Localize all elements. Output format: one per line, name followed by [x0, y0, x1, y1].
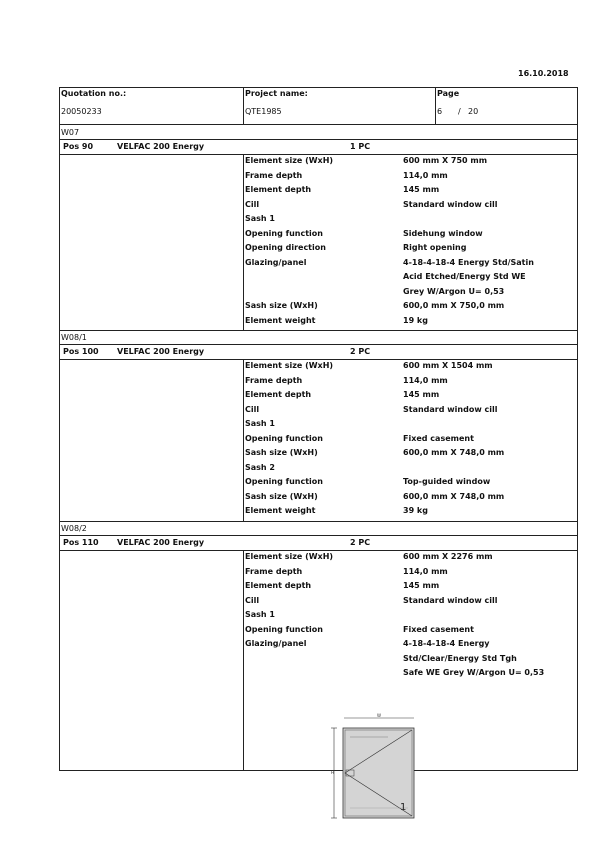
position-number: Pos 90: [63, 142, 94, 151]
quantity: 2 PC: [350, 538, 371, 547]
spec-label: Element depth: [245, 185, 312, 194]
section-divider: [59, 154, 578, 155]
spec-label: Frame depth: [245, 170, 303, 180]
quantity: 1 PC: [350, 142, 371, 151]
quantity: 2 PC: [350, 347, 371, 356]
position-number: Pos 100: [63, 347, 99, 356]
product-name: VELFAC 200 Energy: [117, 142, 205, 151]
section-divider: [59, 344, 578, 345]
spec-label: Cill: [245, 404, 260, 414]
spec-value: 145 mm: [403, 581, 440, 590]
page-separator: /: [458, 107, 461, 116]
spec-value: Standard window cill: [403, 595, 498, 605]
section-code: W07: [61, 128, 80, 137]
spec-value: Acid Etched/Energy Std WE: [403, 272, 526, 281]
spec-value: 114,0 mm: [403, 566, 448, 576]
spec-value: 114,0 mm: [403, 375, 448, 385]
product-name: VELFAC 200 Energy: [117, 538, 205, 547]
spec-label: Sash size (WxH): [245, 491, 318, 501]
spec-label: Element weight: [245, 506, 316, 515]
product-name: VELFAC 200 Energy: [117, 347, 205, 356]
spec-value: 600 mm X 1504 mm: [403, 361, 493, 370]
spec-value: 600 mm X 2276 mm: [403, 552, 493, 561]
section-divider: [59, 550, 578, 551]
section-code: W08/1: [61, 333, 87, 342]
spec-value: Sidehung window: [403, 228, 483, 238]
spec-value: 114,0 mm: [403, 170, 448, 180]
spec-value: 145 mm: [403, 390, 440, 399]
project-label: Project name:: [245, 89, 308, 98]
sash-number: 1: [400, 802, 407, 813]
spec-value: Fixed casement: [403, 433, 474, 443]
project-name: QTE1985: [245, 107, 282, 116]
section-column-divider: [243, 550, 244, 771]
spec-label: Sash size (WxH): [245, 301, 318, 310]
section-divider: [59, 139, 578, 140]
spec-label: Opening function: [245, 433, 323, 443]
spec-label: Opening direction: [245, 243, 326, 252]
spec-label: Sash 1: [245, 419, 275, 428]
spec-value: 600,0 mm X 750,0 mm: [403, 301, 505, 310]
spec-value: 600 mm X 750 mm: [403, 156, 488, 165]
spec-value: Standard window cill: [403, 199, 498, 209]
position-number: Pos 110: [63, 538, 99, 547]
spec-value: 600,0 mm X 748,0 mm: [403, 491, 505, 501]
page-label: Page: [437, 89, 460, 98]
spec-label: Element size (WxH): [245, 361, 334, 370]
spec-label: Sash 1: [245, 610, 275, 619]
header-bottom-divider: [59, 124, 578, 125]
spec-label: Glazing/panel: [245, 257, 307, 267]
spec-value: 145 mm: [403, 185, 440, 194]
spec-label: Opening function: [245, 228, 323, 238]
quotation-number: 20050233: [61, 107, 102, 116]
spec-label: Glazing/panel: [245, 639, 307, 648]
section-divider: [59, 521, 578, 522]
width-dimension-label: W: [377, 713, 381, 718]
section-column-divider: [243, 154, 244, 330]
spec-value: 19 kg: [403, 315, 428, 325]
spec-value: Safe WE Grey W/Argon U= 0,53: [403, 668, 545, 677]
height-dimension-label: H: [331, 770, 335, 775]
page-current: 6: [437, 107, 443, 116]
section-divider: [59, 535, 578, 536]
spec-value: 600,0 mm X 748,0 mm: [403, 448, 505, 457]
quotation-label: Quotation no.:: [61, 89, 127, 98]
spec-label: Sash size (WxH): [245, 448, 318, 457]
window-elevation-drawing: [328, 712, 418, 822]
section-divider: [59, 359, 578, 360]
spec-value: 39 kg: [403, 506, 428, 515]
spec-label: Element size (WxH): [245, 156, 334, 165]
spec-value: Right opening: [403, 243, 467, 252]
spec-label: Element depth: [245, 581, 312, 590]
page-total: 20: [468, 107, 479, 116]
spec-label: Opening function: [245, 624, 323, 634]
spec-label: Element depth: [245, 390, 312, 399]
spec-value: 4-18-4-18-4 Energy Std/Satin: [403, 257, 534, 267]
spec-label: Element weight: [245, 315, 316, 325]
spec-label: Cill: [245, 199, 260, 209]
spec-label: Frame depth: [245, 375, 303, 385]
spec-value: Fixed casement: [403, 624, 474, 634]
spec-label: Sash 2: [245, 462, 275, 472]
section-divider: [59, 330, 578, 331]
document-date: 16.10.2018: [518, 69, 569, 78]
spec-label: Cill: [245, 595, 260, 605]
header-divider-1: [243, 87, 244, 124]
section-column-divider: [243, 359, 244, 521]
spec-value: 4-18-4-18-4 Energy: [403, 639, 490, 648]
spec-label: Frame depth: [245, 566, 303, 576]
spec-value: Top-guided window: [403, 477, 491, 486]
section-code: W08/2: [61, 524, 87, 533]
spec-value: Std/Clear/Energy Std Tgh: [403, 653, 517, 663]
header-divider-2: [435, 87, 436, 124]
spec-label: Element size (WxH): [245, 552, 334, 561]
spec-value: Grey W/Argon U= 0,53: [403, 286, 505, 296]
spec-value: Standard window cill: [403, 404, 498, 414]
spec-label: Sash 1: [245, 214, 275, 223]
spec-label: Opening function: [245, 477, 323, 486]
